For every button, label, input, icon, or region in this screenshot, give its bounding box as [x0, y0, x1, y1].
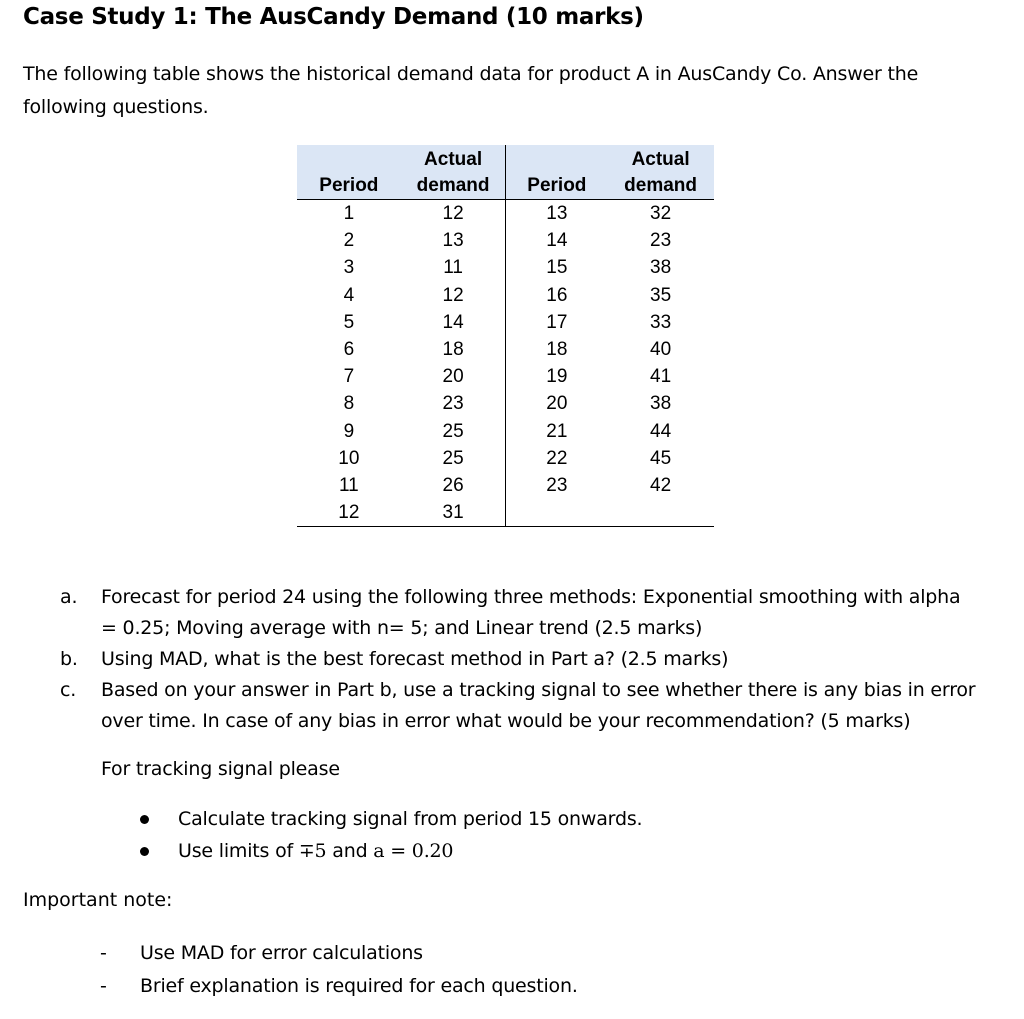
header-period-2: Period	[506, 145, 607, 200]
table-row	[297, 336, 714, 363]
header-demand-2: Actual demand	[607, 145, 714, 200]
demand-cell: 41	[650, 366, 672, 388]
period-cell: 14	[546, 230, 568, 252]
demand-cell: 33	[650, 311, 672, 333]
question-letter: a.	[60, 586, 78, 608]
period-cell: 1	[343, 203, 355, 225]
demand-cell: 42	[650, 474, 672, 496]
table-row	[297, 227, 714, 254]
intro-paragraph: The following table shows the historical demand data for product A in AusCandy Co. Answer the following questions.	[23, 63, 919, 118]
dash-icon: -	[100, 975, 107, 997]
header-period-1: Period	[297, 145, 401, 200]
period-cell: 4	[343, 284, 355, 306]
question-text: Forecast for period 24 using the following three methods: Exponential smoothing with alpha = 0.25; Moving average with n= 5; and Linear trend (2.5 marks)	[101, 586, 961, 639]
period-cell: 12	[297, 499, 401, 527]
demand-cell: 25	[401, 445, 506, 472]
demand-cell: 38	[650, 257, 672, 279]
question-text: Based on your answer in Part b, use a tracking signal to see whether there is any bias in error over time. In case of any bias in error what would be your recommendation? (5 marks)	[101, 679, 976, 732]
demand-cell: 11	[401, 254, 506, 281]
tracking-signal-heading: For tracking signal please	[101, 758, 340, 780]
question-letter: c.	[60, 679, 77, 701]
limits-math: ∓5	[298, 840, 327, 862]
demand-cell: 12	[401, 282, 506, 309]
demand-cell: 14	[401, 309, 506, 336]
demand-cell: 45	[650, 447, 672, 469]
period-cell: 10	[338, 447, 360, 469]
table-row	[297, 499, 714, 527]
period-cell: 11	[338, 474, 359, 496]
bullet-icon	[140, 847, 149, 856]
period-cell: 3	[343, 257, 355, 279]
period-cell: 15	[546, 257, 568, 279]
demand-cell: 26	[401, 472, 506, 499]
table-row	[297, 390, 714, 417]
period-cell: 18	[546, 339, 568, 361]
demand-cell: 23	[401, 390, 506, 417]
table-row	[297, 309, 714, 336]
table-row	[297, 445, 714, 472]
table-row	[297, 472, 714, 499]
table-row	[297, 282, 714, 309]
period-cell: 23	[546, 474, 568, 496]
demand-cell: 38	[650, 393, 672, 415]
demand-cell: 23	[650, 230, 672, 252]
table-row	[297, 363, 714, 390]
demand-table	[297, 145, 714, 527]
period-cell: 22	[546, 447, 568, 469]
period-cell: 7	[343, 366, 355, 388]
period-cell: 13	[546, 203, 568, 225]
period-cell: 20	[546, 393, 568, 415]
period-cell: 17	[546, 311, 568, 333]
period-cell: 21	[546, 420, 568, 442]
period-cell: 16	[546, 284, 568, 306]
period-cell	[506, 499, 607, 527]
period-cell: 9	[343, 420, 355, 442]
period-cell: 8	[343, 393, 355, 415]
demand-cell: 20	[401, 363, 506, 390]
table-header-row	[297, 145, 714, 200]
demand-cell: 35	[650, 284, 672, 306]
demand-cell: 25	[401, 418, 506, 445]
period-cell: 5	[343, 311, 355, 333]
table-row	[297, 200, 714, 228]
demand-cell: 31	[401, 499, 506, 527]
demand-cell	[607, 499, 714, 527]
dash-icon: -	[100, 942, 107, 964]
demand-cell: 13	[401, 227, 506, 254]
demand-cell: 12	[401, 200, 506, 228]
period-cell: 19	[546, 366, 568, 388]
table-row	[297, 254, 714, 281]
alpha-math: a = 0.20	[373, 840, 454, 862]
period-cell: 6	[343, 339, 355, 361]
demand-cell: 44	[650, 420, 672, 442]
header-demand-1: Actual demand	[401, 145, 506, 200]
period-cell: 2	[343, 230, 355, 252]
important-note-heading: Important note:	[23, 889, 173, 911]
page-title: Case Study 1: The AusCandy Demand (10 marks)	[23, 4, 644, 30]
table-row	[297, 418, 714, 445]
demand-cell: 40	[650, 339, 672, 361]
bullet-icon	[140, 815, 149, 824]
demand-cell: 18	[401, 336, 506, 363]
question-letter: b.	[60, 648, 78, 670]
question-text: Using MAD, what is the best forecast method in Part a? (2.5 marks)	[101, 648, 729, 670]
demand-cell: 32	[650, 203, 672, 225]
